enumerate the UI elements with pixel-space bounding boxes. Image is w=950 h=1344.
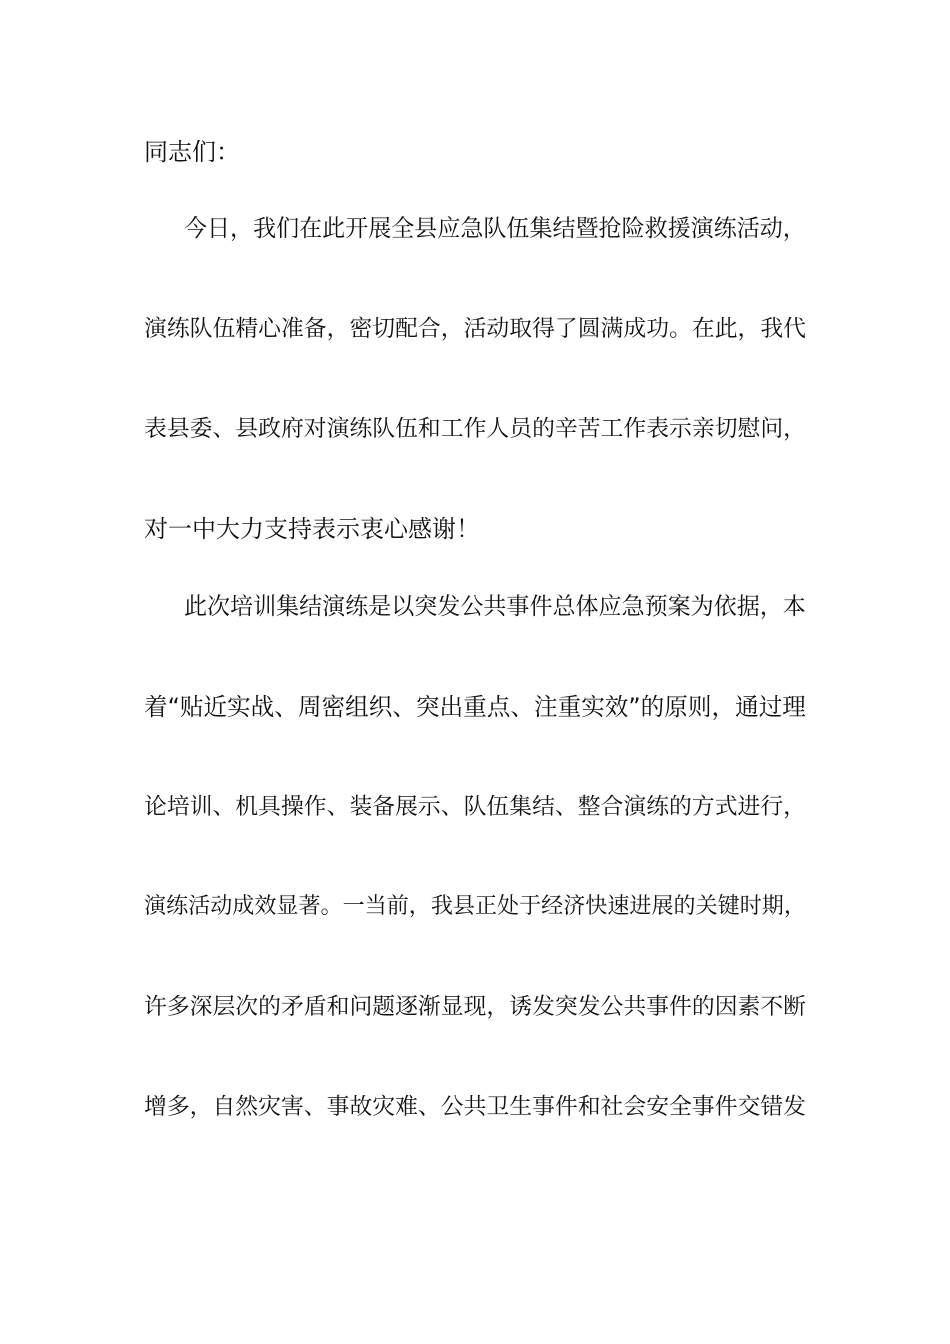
paragraph-1-line-3: 表县委、县政府对演练队伍和工作人员的辛苦工作表示亲切慰问， xyxy=(144,416,807,442)
salutation: 同志们： xyxy=(144,138,240,166)
paragraph-2-line-6: 增多，自然灾害、事故灾难、公共卫生事件和社会安全事件交错发 xyxy=(144,1094,807,1120)
paragraph-1-line-1: 今日，我们在此开展全县应急队伍集结暨抢险救援演练活动， xyxy=(184,216,806,242)
paragraph-2-line-2: 着“贴近实战、周密组织、突出重点、注重实效”的原则，通过理 xyxy=(144,693,806,721)
paragraph-2-line-4: 演练活动成效显著。一当前，我县正处于经济快速进展的关键时期， xyxy=(144,894,806,919)
paragraph-2-line-5: 许多深层次的矛盾和问题逐渐显现，诱发突发公共事件的因素不断 xyxy=(144,994,807,1020)
paragraph-2-line-1: 此次培训集结演练是以突发公共事件总体应急预案为依据，本 xyxy=(184,594,806,620)
paragraph-2-line-3: 论培训、机具操作、装备展示、队伍集结、整合演练的方式进行， xyxy=(144,794,807,820)
paragraph-1-line-2: 演练队伍精心准备，密切配合，活动取得了圆满成功。在此，我代 xyxy=(144,316,807,342)
paragraph-1-line-4: 对一中大力支持表示衷心感谢！ xyxy=(144,515,480,543)
